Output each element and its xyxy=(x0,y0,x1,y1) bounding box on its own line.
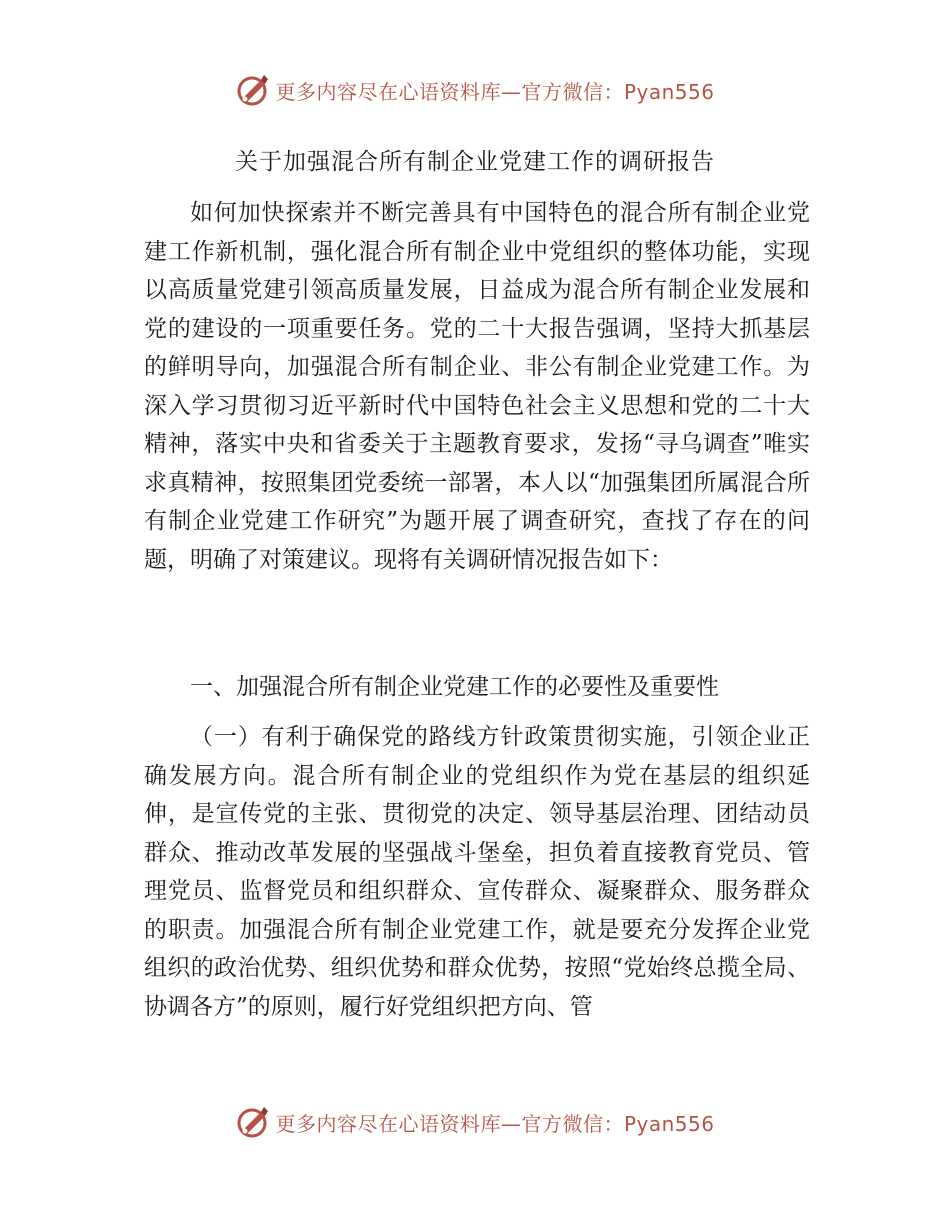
pen-logo-icon xyxy=(235,72,271,108)
watermark-text: 更多内容尽在心语资料库—官方微信：Pyan556 xyxy=(275,79,715,104)
footer-watermark xyxy=(0,1102,950,1142)
section-paragraph: （一）有利于确保党的路线方针政策贯彻实施，引领企业正确发展方向。混合所有制企业的党组织作为党在基层的组织延伸，是宣传党的主张、贯彻党的决定、领导基层治理、团结动员群众、推动改革发展的坚强战斗堡垒，担负着直接教育党员、管理党员、监督党员和组织群众、宣传群众、凝聚群众、服务群众的职责。加强混合所有制企业党建工作，就是要充分发挥企业党组织的政治优势、组织优势和群众优势，按照“党始终总揽全局、协调各方”的原则，履行好党组织把方向、管 xyxy=(144,724,810,1020)
intro-paragraph: 如何加快探索并不断完善具有中国特色的混合所有制企业党建工作新机制，强化混合所有制企业中党组织的整体功能，实现以高质量党建引领高质量发展，日益成为混合所有制企业发展和党的建设的一项重要任务。党的二十大报告强调，坚持大抓基层的鲜明导向，加强混合所有制企业、非公有制企业党建工作。为深入学习贯彻习近平新时代中国特色社会主义思想和党的二十大精神，落实中央和省委关于主题教育要求，发扬“寻乌调查”唯实求真精神，按照集团党委统一部署，本人以“加强集团所属混合所有制企业党建工作研究”为题开展了调查研究，查找了存在的问题，明确了对策建议。现将有关调研情况报告如下： xyxy=(144,200,810,573)
intro-block xyxy=(144,194,810,579)
document-title: 关于加强混合所有制企业党建工作的调研报告 xyxy=(235,149,715,175)
section-block xyxy=(144,718,810,1026)
section-heading: 一、加强混合所有制企业党建工作的必要性及重要性 xyxy=(190,674,719,700)
section-heading-block xyxy=(144,668,810,707)
watermark-text: 更多内容尽在心语资料库—官方微信：Pyan556 xyxy=(275,1111,715,1136)
header-watermark xyxy=(0,70,950,110)
pen-logo-icon xyxy=(235,1104,271,1140)
